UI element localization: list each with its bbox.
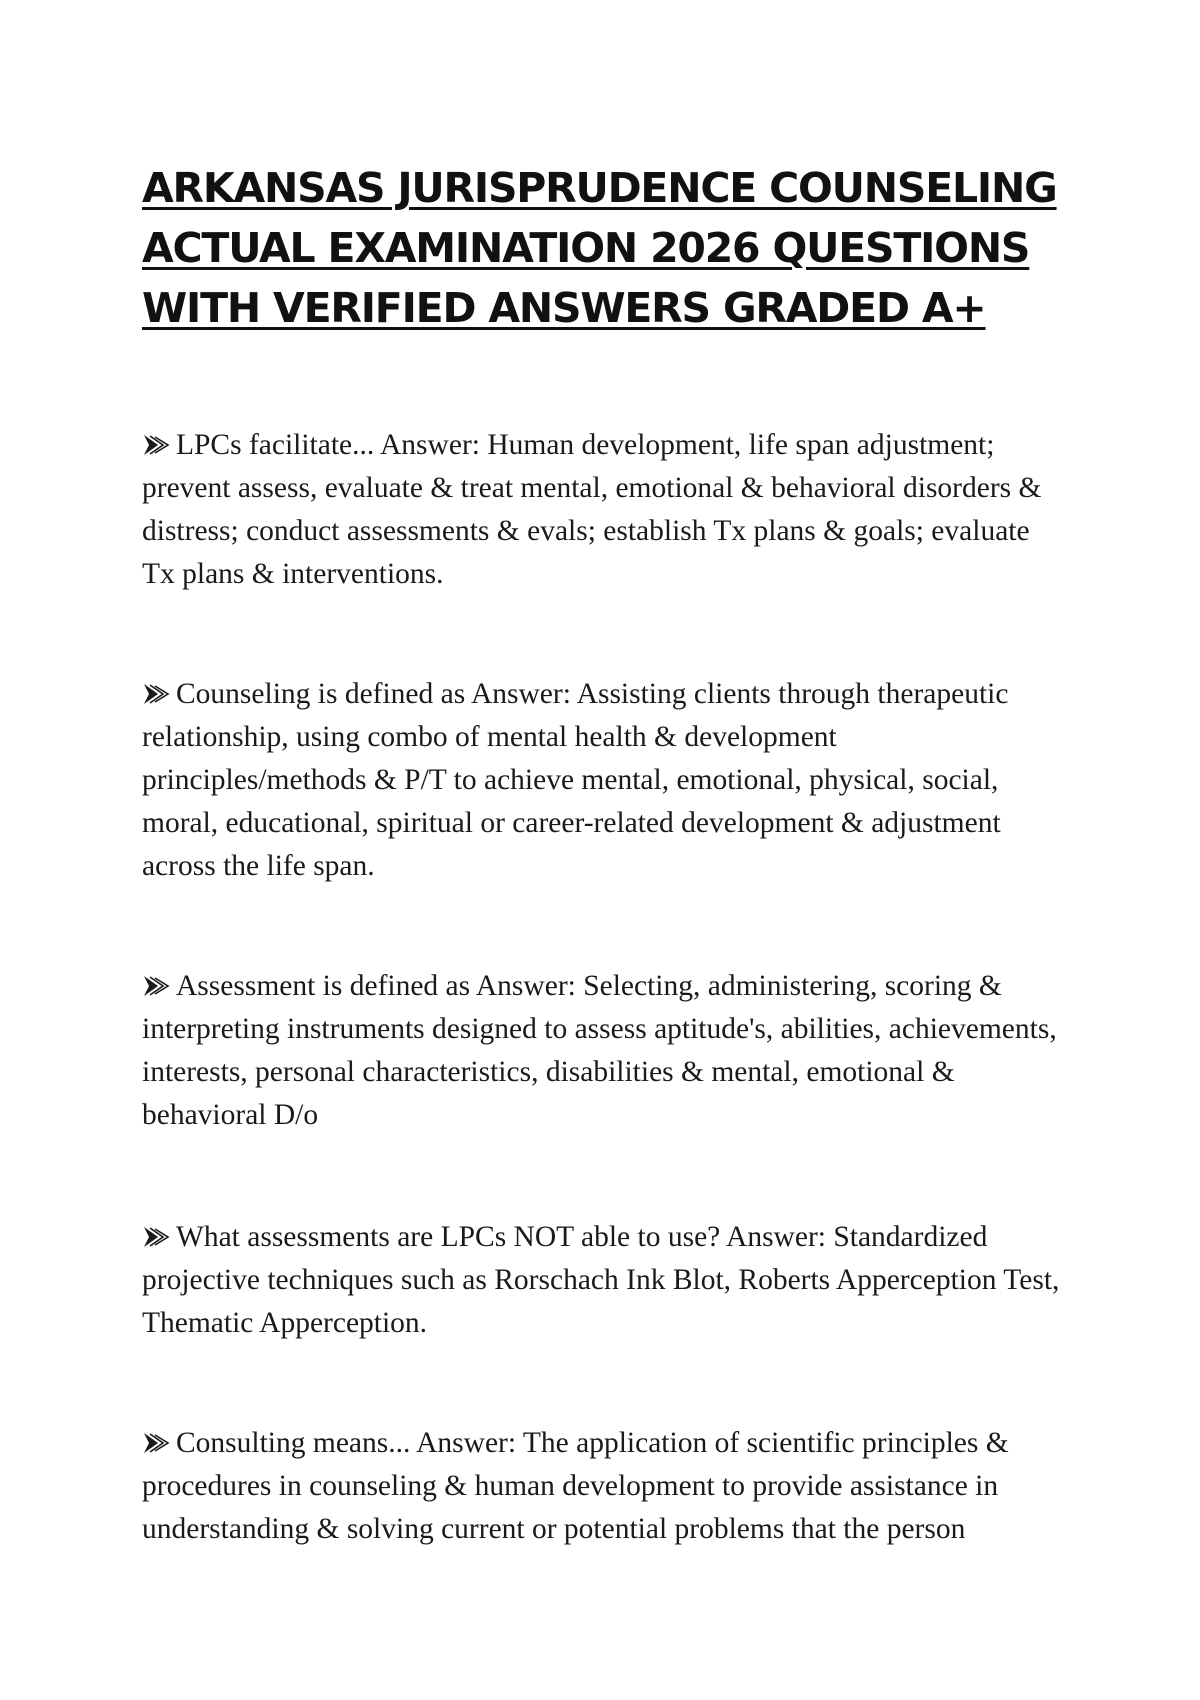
triple-chevron-arrow-icon [142,974,170,998]
qa-entry-text: Counseling is defined as Answer: Assisting clients through therapeutic relationship, using combo of mental health & development principles/methods & P/T to achieve mental, emotional, physical, social, moral, educational, spiritual or career-related development & adjustment across the life span. [142,678,1009,882]
qa-entry [142,424,1067,596]
qa-entry [142,1216,1067,1345]
qa-entry [142,965,1067,1137]
qa-entry-text: What assessments are LPCs NOT able to use? Answer: Standardized projective techniques such as Rorschach Ink Blot, Roberts Apperception Test, Thematic Apperception. [142,1221,1060,1339]
triple-chevron-arrow-icon [142,1431,170,1455]
triple-chevron-arrow-icon [142,682,170,706]
qa-entry [142,1422,1067,1551]
triple-chevron-arrow-icon [142,433,170,457]
qa-entry-text: LPCs facilitate... Answer: Human development, life span adjustment; prevent assess, evaluate & treat mental, emotional & behavioral disorders & distress; conduct assessments & evals; establish Tx plans & goals; evaluate Tx plans & interventions. [142,429,1042,590]
qa-entry-text: Assessment is defined as Answer: Selecting, administering, scoring & interpreting instruments designed to assess aptitude's, abilities, achievements, interests, personal characteristics, disabilities & mental, emotional & behavioral D/o [142,970,1057,1131]
document-title: ARKANSAS JURISPRUDENCE COUNSELING ACTUAL EXAMINATION 2026 QUESTIONS WITH VERIFIED ANSWERS GRADED A+ [142,164,1057,332]
qa-entry-text: Consulting means... Answer: The application of scientific principles & procedures in counseling & human development to provide assistance in understanding & solving current or potential problems that the person [142,1427,1009,1545]
triple-chevron-arrow-icon [142,1225,170,1249]
qa-entry [142,673,1067,888]
